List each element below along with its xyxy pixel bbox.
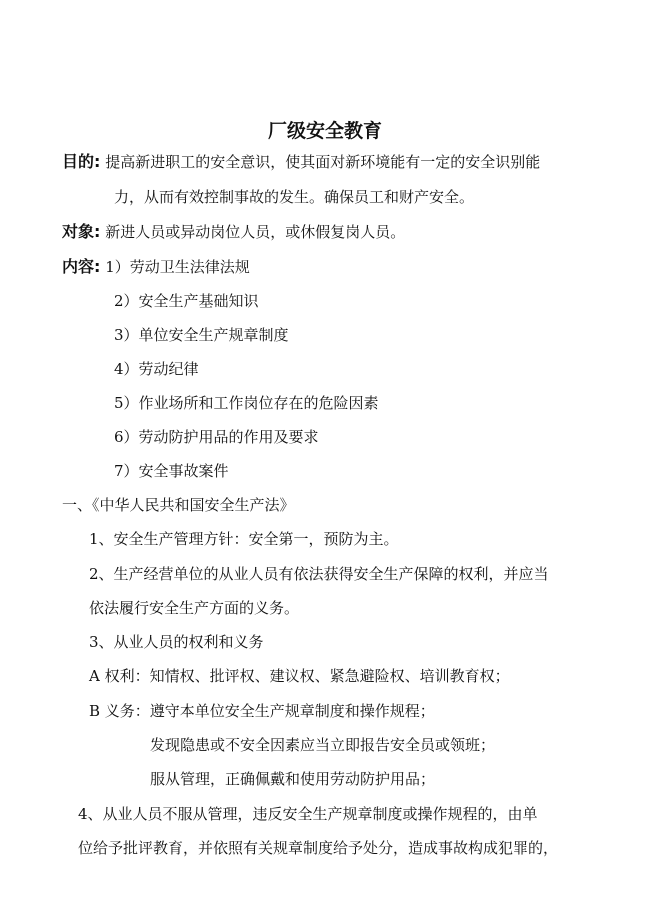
paragraph-4-line-1: 4、从业人员不服从管理，违反安全生产规章制度或操作规程的，由单: [78, 805, 538, 823]
paragraph-3: 3、从业人员的权利和义务: [89, 633, 264, 651]
duty-line-2: 发现隐患或不安全因素应当立即报告安全员或领班；: [150, 736, 496, 754]
paragraph-2-line-2: 依法履行安全生产方面的义务。: [89, 599, 300, 617]
section-heading: 一、《中华人民共和国安全生产法》: [62, 496, 295, 514]
content-item-4: 4）劳动纪律: [114, 360, 199, 378]
duty-line-3: 服从管理，正确佩戴和使用劳动防护用品；: [150, 770, 436, 788]
purpose-text-2: 力，从而有效控制事故的发生。确保员工和财产安全。: [114, 188, 475, 206]
paragraph-4-line-2: 位给予批评教育，并依照有关规章制度给予处分，造成事故构成犯罪的，: [78, 839, 559, 857]
content-item-6: 6）劳动防护用品的作用及要求: [114, 428, 319, 446]
target-line: [62, 222, 405, 242]
target-text: 新进人员或异动岗位人员，或休假复岗人员。: [105, 223, 406, 241]
content-item-1: 1）劳动卫生法律法规: [105, 258, 250, 276]
paragraph-2-line-1: 2、生产经营单位的从业人员有依法获得安全生产保障的权利，并应当: [89, 565, 549, 583]
duties-line: B 义务：遵守本单位安全生产规章制度和操作规程；: [89, 702, 435, 720]
purpose-label: 目的:: [62, 152, 101, 171]
purpose-line-1: [62, 152, 540, 172]
content-item-2: 2）安全生产基础知识: [114, 292, 259, 310]
rights-line: A 权利：知情权、批评权、建议权、紧急避险权、培训教育权；: [89, 667, 510, 685]
target-label: 对象:: [62, 222, 101, 241]
content-line-1: [62, 257, 250, 277]
content-label: 内容:: [62, 257, 101, 276]
paragraph-1: 1、安全生产管理方针：安全第一，预防为主。: [89, 530, 399, 548]
purpose-text-1: 提高新进职工的安全意识，使其面对新环境能有一定的安全识别能: [105, 153, 541, 171]
content-item-3: 3）单位安全生产规章制度: [114, 326, 289, 344]
content-item-5: 5）作业场所和工作岗位存在的危险因素: [114, 394, 379, 412]
document-title: 厂级安全教育: [267, 120, 382, 142]
content-item-7: 7）安全事故案件: [114, 462, 229, 480]
